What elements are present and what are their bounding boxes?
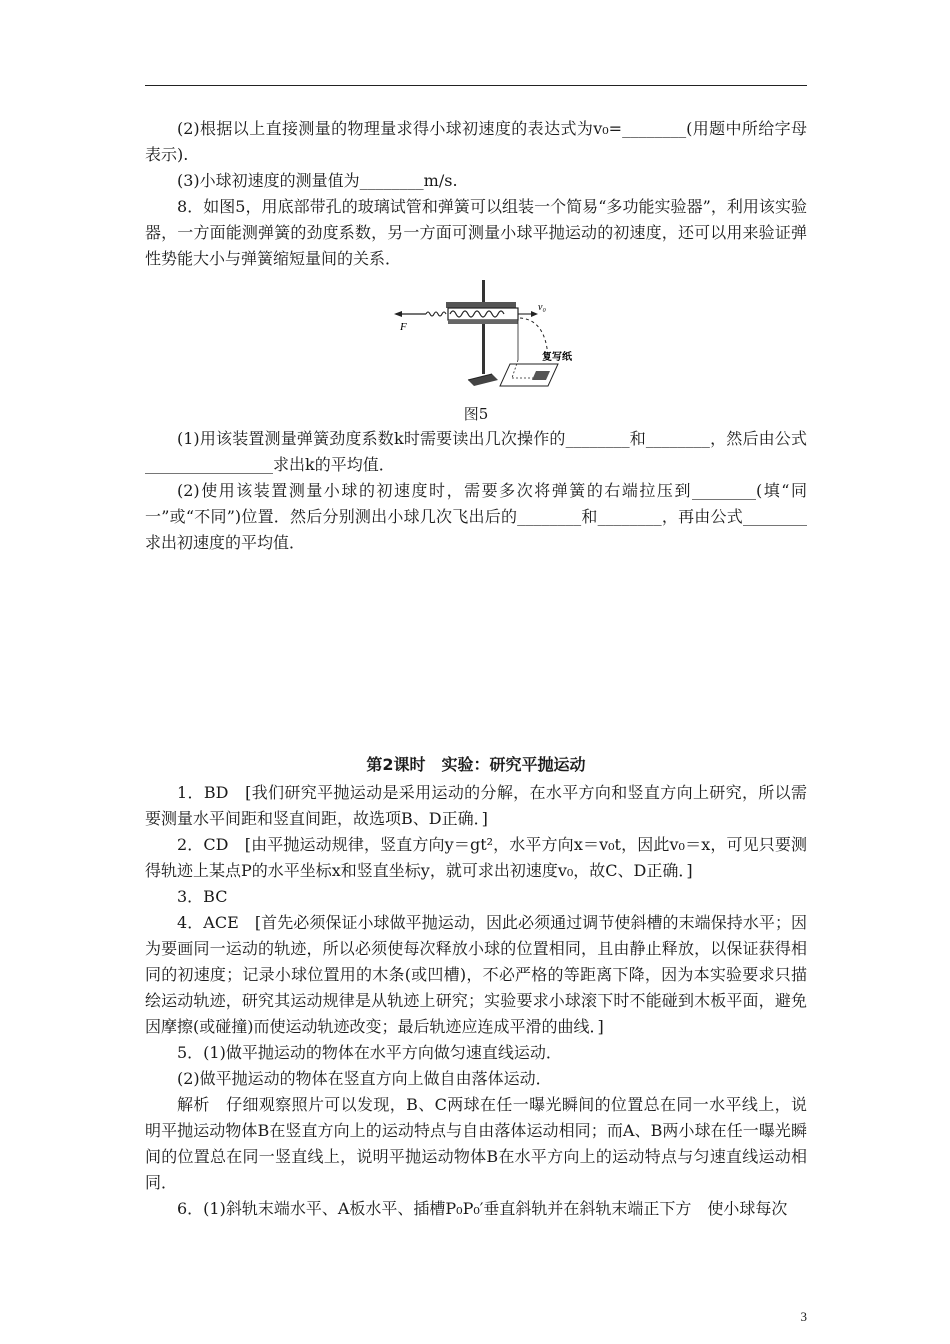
answer-section-title: 第2课时 实验：研究平抛运动	[366, 755, 586, 774]
answer-1: 1．BD [我们研究平抛运动是采用运动的分解，在水平方向和竖直方向上研究，所以需要测量水平间距和竖直间距，故选项B、D正确．]	[145, 783, 807, 828]
answer-4: 4．ACE [首先必须保证小球做平抛运动，因此必须通过调节使斜槽的末端保持水平；因为要画同一运动的轨迹，所以必须使每次释放小球的位置相同，且由静止释放，以保证获得相同的初速度；记录小球位置用的木条(或凹槽)，不必严格的等距离下降，因为本实验要求只描绘运动轨迹，研究其运动规律是从轨迹上研究；实验要求小球滚下时不能碰到木板平面，避免因摩擦(或碰撞)而使运动轨迹改变；最后轨迹应连成平滑的曲线．]	[145, 913, 807, 1036]
answer-5-part-1: 5．(1)做平抛运动的物体在水平方向做匀速直线运动．	[177, 1043, 562, 1062]
page-number: 3	[800, 1309, 807, 1324]
glass-tube	[448, 308, 518, 320]
answer-6: 6．(1)斜轨末端水平、A板水平、插槽P₀P₀′垂直斜轨并在斜轨末端正下方 使小球每次	[177, 1199, 788, 1218]
question-8-part-2: (2)使用该装置测量小球的初速度时，需要多次将弹簧的右端拉压到________(填“同一”或“不同”)位置．然后分别测出小球几次飞出后的________和________，再由公式________求出初速度的平均值．	[145, 481, 807, 552]
answer-3: 3．BC	[177, 887, 228, 906]
apparatus-diagram	[386, 280, 572, 398]
label-carbon-paper: 复写纸	[542, 352, 572, 363]
answer-5-analysis: 解析 仔细观察照片可以发现，B、C两球在任一曝光瞬间的位置总在同一水平线上，说明平抛运动物体B在竖直方向上的运动特点与自由落体运动相同；而A、B两小球在任一曝光瞬间的位置总在同一竖直线上，说明平抛运动物体B在水平方向上的运动特点与匀速直线运动相同．	[145, 1095, 807, 1192]
velocity-arrow	[531, 311, 538, 317]
answer-2: 2．CD [由平抛运动规律，竖直方向y＝gt²，水平方向x＝v₀t，因此v₀＝x，可见只要测得轨迹上某点P的水平坐标x和竖直坐标y，就可求出初速度v₀，故C、D正确．]	[145, 835, 807, 880]
page-content	[145, 116, 807, 1222]
question-7-part-2: (2)根据以上直接测量的物理量求得小球初速度的表达式为v₀=________(用题中所给字母表示).	[145, 119, 807, 164]
label-v0: v₀	[538, 302, 546, 313]
paper-sheet	[500, 364, 558, 386]
figure-5	[145, 280, 807, 398]
stand-rod	[482, 280, 485, 374]
label-f: F	[400, 321, 407, 333]
outer-spring	[426, 312, 446, 316]
figure-caption: 图5	[463, 405, 489, 423]
question-8-part-1: (1)用该装置测量弹簧劲度系数k时需要读出几次操作的________和________，然后由公式________________求出k的平均值．	[145, 429, 807, 474]
clamp	[446, 302, 516, 308]
answer-5-part-2: (2)做平抛运动的物体在竖直方向上做自由落体运动．	[177, 1069, 552, 1088]
header-rule	[145, 85, 807, 86]
question-8-stem: 8．如图5，用底部带孔的玻璃试管和弹簧可以组装一个简易“多功能实验器”，利用该实验器，一方面能测弹簧的劲度系数，另一方面可测量小球平抛运动的初速度，还可以用来验证弹性势能大小与弹簧缩短量间的关系．	[145, 197, 807, 268]
force-arrow	[394, 311, 402, 317]
question-7-part-3: (3)小球初速度的测量值为________m/s.	[177, 171, 458, 190]
